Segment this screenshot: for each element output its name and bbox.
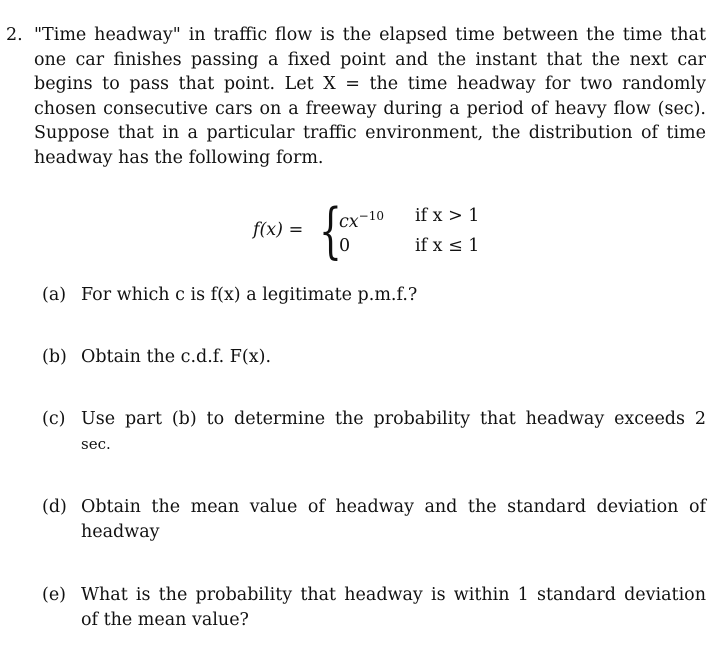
part-line: Obtain the c.d.f. F(x).	[81, 347, 272, 367]
part-text	[81, 495, 706, 544]
part-text	[81, 583, 706, 632]
part-label: (a)	[42, 285, 67, 305]
part-line: of the mean value?	[81, 609, 249, 630]
formula-lhs: f(x) =	[253, 220, 304, 240]
formula-case1	[339, 204, 384, 235]
formula-case2: 0	[339, 236, 351, 256]
part-label: (c)	[42, 409, 66, 429]
part-line: sec.	[81, 434, 111, 453]
part-line: Use part (b) to determine the probability that headway exceeds 2	[81, 409, 706, 429]
part-label: (b)	[42, 347, 67, 367]
case1-expression: cx	[339, 212, 359, 232]
part-line: headway	[81, 521, 160, 542]
intro-line: Suppose that in a particular traffic environment, the distribution of time	[34, 123, 706, 143]
part-label: (d)	[42, 497, 67, 517]
part-line: For which c is f(x) a legitimate p.m.f.?	[81, 285, 418, 305]
part-text	[81, 283, 706, 308]
part-label: (e)	[42, 585, 67, 605]
intro-line: "Time headway" in traffic flow is the elapsed time between the time that	[34, 25, 706, 45]
case1-exponent: −10	[358, 209, 384, 223]
problem-number: 2.	[6, 25, 23, 45]
part-line: Obtain the mean value of headway and the standard deviation of	[81, 497, 706, 517]
problem-intro	[34, 23, 706, 170]
intro-line: headway has the following form.	[34, 147, 324, 168]
part-text	[81, 407, 706, 456]
part-line: What is the probability that headway is within 1 standard deviation	[81, 585, 706, 605]
intro-line: chosen consecutive cars on a freeway during a period of heavy flow (sec).	[34, 98, 706, 119]
left-brace-icon: {	[319, 196, 342, 266]
intro-line: one car finishes passing a fixed point and the instant that the next car	[34, 49, 706, 70]
case2-condition: if x ≤ 1	[415, 236, 480, 256]
intro-line: begins to pass that point. Let X = the time headway for two randomly	[34, 74, 706, 94]
case1-condition: if x > 1	[415, 206, 480, 226]
part-text	[81, 345, 706, 370]
piecewise-formula	[253, 196, 513, 266]
